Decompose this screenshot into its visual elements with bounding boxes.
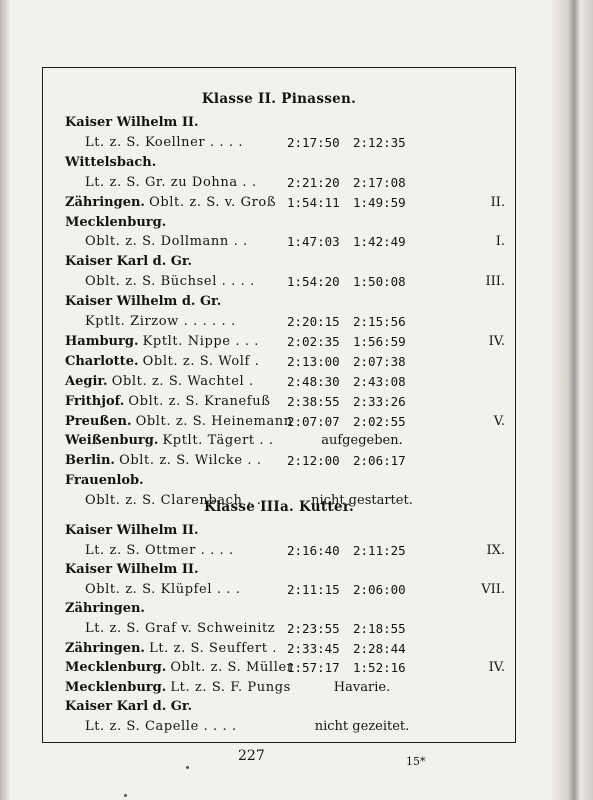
section-heading-klasse-iiia: Klasse IIIa. Kutter. [203, 499, 355, 515]
result-row [65, 274, 505, 292]
ship-name: Charlotte. [65, 353, 139, 369]
entry-text [65, 680, 291, 695]
corrected-time: 2:28:44 [353, 640, 406, 656]
ship-name: Hamburg. [65, 333, 139, 349]
elapsed-time: 2:11:15 [287, 581, 340, 597]
entry-text [85, 314, 236, 329]
corrected-time: 1:56:59 [353, 333, 406, 349]
elapsed-time: 2:12:00 [287, 453, 340, 469]
entry-text [65, 334, 259, 349]
placing: III. [485, 274, 505, 290]
entry-text [65, 453, 262, 468]
entry-text [65, 254, 192, 269]
result-row [65, 543, 505, 561]
corrected-time: 2:12:35 [353, 134, 406, 150]
book-gutter-left [0, 0, 10, 800]
ship-name: Kaiser Karl d. Gr. [65, 699, 193, 715]
ship-name: Frithjof. [65, 393, 125, 409]
corrected-time: 2:18:55 [353, 621, 406, 636]
result-row [65, 562, 505, 580]
entry-text [85, 719, 237, 734]
elapsed-time: 1:54:11 [287, 194, 340, 210]
helmsman-name: Lt. z. S. Capelle . . . . [85, 719, 237, 734]
helmsman-name: Oblt. z. S. Büchsel . . . . [85, 274, 255, 290]
helmsman-name: Kptlt. Zirzow . . . . . . [85, 314, 236, 329]
placing: VII. [481, 581, 505, 597]
placing: V. [493, 413, 505, 429]
helmsman-name: Lt. z. S. Gr. zu Dohna . . [85, 174, 257, 190]
entry-text [65, 155, 156, 170]
result-row [65, 433, 505, 451]
result-row [65, 374, 505, 392]
result-note: aufgegeben. [321, 433, 403, 449]
corrected-time: 2:02:55 [353, 413, 406, 429]
ship-name: Kaiser Wilhelm II. [65, 523, 199, 538]
helmsman-name: Oblt. z. S. Müller [170, 660, 294, 676]
result-row [65, 680, 505, 698]
helmsman-name: Oblt. z. S. Dollmann . . [85, 234, 248, 250]
entry-text [85, 621, 275, 636]
elapsed-time: 2:07:07 [287, 413, 340, 429]
corrected-time: 1:50:08 [353, 274, 406, 290]
corrected-time: 1:52:16 [353, 660, 406, 676]
corrected-time: 2:06:17 [353, 453, 406, 469]
entry-text [65, 641, 277, 656]
helmsman-name: Oblt. z. S. Heinemann [135, 413, 293, 429]
result-row [65, 314, 505, 332]
helmsman-name: Oblt. z. S. Klüpfel . . . [85, 581, 241, 597]
placing: II. [490, 194, 505, 210]
ship-name: Kaiser Wilhelm II. [65, 562, 199, 578]
helmsman-name: Lt. z. S. Graf v. Schweinitz [85, 621, 276, 636]
helmsman-name: Kptlt. Nippe . . . [142, 333, 259, 349]
book-edge-right [551, 0, 593, 800]
ship-name: Kaiser Wilhelm II. [65, 115, 199, 130]
corrected-time: 2:17:08 [353, 174, 406, 190]
entry-text [65, 523, 199, 538]
helmsman-name: Oblt. z. S. Wilcke . . [119, 453, 262, 469]
speck [124, 794, 127, 797]
result-row [65, 601, 505, 619]
result-row [65, 215, 505, 233]
helmsman-name: Lt. z. S. F. Pungs [170, 679, 291, 695]
ship-name: Wittelsbach. [65, 154, 157, 170]
result-row [65, 294, 505, 312]
result-row [65, 115, 505, 133]
result-row [65, 660, 505, 678]
result-row [65, 641, 505, 659]
helmsman-name: Oblt. z. S. Clarenbach . . [85, 493, 262, 509]
placing: I. [495, 234, 505, 250]
ship-name: Zähringen. [65, 640, 145, 656]
result-row [65, 234, 505, 252]
section-heading-klasse-ii: Klasse II. Pinassen. [201, 91, 357, 107]
result-row [65, 334, 505, 352]
elapsed-time: 2:33:45 [287, 640, 340, 656]
result-note: nicht gestartet. [311, 493, 413, 509]
result-row [65, 195, 505, 213]
result-row [65, 135, 505, 153]
result-row [65, 414, 505, 432]
elapsed-time: 1:54:20 [287, 274, 340, 290]
entry-text [85, 274, 255, 289]
entry-text [65, 699, 192, 714]
elapsed-time: 1:57:17 [287, 660, 340, 676]
ship-name: Zähringen. [65, 601, 145, 617]
elapsed-time: 2:48:30 [287, 373, 340, 389]
ship-name: Aegir. [65, 373, 108, 389]
corrected-time: 2:33:26 [353, 393, 406, 409]
result-row [65, 453, 505, 471]
ship-name: Berlin. [65, 453, 115, 469]
elapsed-time: 1:47:03 [287, 234, 340, 250]
corrected-time: 2:06:00 [353, 581, 406, 597]
ship-name: Zähringen. [65, 194, 145, 210]
ship-name: Mecklenburg. [65, 679, 167, 695]
helmsman-name: Oblt. z. S. Kranefuß [128, 393, 271, 409]
elapsed-time: 2:13:00 [287, 353, 340, 369]
entry-text [85, 582, 240, 597]
entry-text [65, 414, 293, 429]
elapsed-time: 2:23:55 [287, 621, 340, 636]
entry-text [65, 601, 145, 616]
ship-name: Frauenlob. [65, 473, 144, 489]
entry-text [65, 294, 221, 309]
result-note: Havarie. [333, 679, 391, 695]
placing: IV. [488, 333, 505, 349]
elapsed-time: 2:21:20 [287, 174, 340, 190]
corrected-time: 2:15:56 [353, 314, 406, 329]
elapsed-time: 2:02:35 [287, 333, 340, 349]
helmsman-name: Lt. z. S. Ottmer . . . . [85, 542, 234, 558]
result-row [65, 175, 505, 193]
entry-text [65, 473, 144, 488]
helmsman-name: Oblt. z. S. Wolf . [142, 353, 260, 369]
entry-text [65, 115, 199, 130]
result-row [65, 699, 505, 717]
corrected-time: 2:43:08 [353, 373, 406, 389]
corrected-time: 2:07:38 [353, 353, 406, 369]
result-row [65, 621, 505, 639]
entry-text [65, 195, 276, 210]
ship-name: Mecklenburg. [65, 660, 167, 676]
entry-text [85, 234, 248, 249]
entry-text [85, 543, 234, 558]
helmsman-name: Kptlt. Tägert . . [162, 433, 274, 449]
result-row [65, 719, 505, 737]
corrected-time: 1:49:59 [353, 194, 406, 210]
elapsed-time: 2:38:55 [287, 393, 340, 409]
page-number: 227 [238, 748, 265, 764]
helmsman-name: Lt. z. S. Koellner . . . . [85, 134, 244, 150]
elapsed-time: 2:17:50 [287, 134, 340, 150]
entry-text [65, 562, 199, 577]
result-row [65, 394, 505, 412]
entry-text [85, 175, 257, 190]
result-row [65, 473, 505, 491]
elapsed-time: 2:16:40 [287, 542, 340, 558]
entry-text [65, 394, 270, 409]
speck [186, 766, 189, 769]
corrected-time: 1:42:49 [353, 234, 406, 250]
corrected-time: 2:11:25 [353, 542, 406, 558]
entry-text [65, 433, 274, 448]
signature-mark: 15* [406, 755, 426, 768]
helmsman-name: Lt. z. S. Seuffert . [149, 640, 278, 656]
result-row [65, 523, 505, 541]
ship-name: Kaiser Karl d. Gr. [65, 254, 193, 270]
ship-name: Mecklenburg. [65, 214, 167, 230]
entry-text [65, 374, 254, 389]
result-row [65, 354, 505, 372]
table-frame [42, 67, 516, 743]
helmsman-name: Oblt. z. S. Wachtel . [111, 373, 254, 389]
entry-text [85, 135, 243, 150]
placing: IX. [486, 542, 505, 558]
result-row [65, 155, 505, 173]
elapsed-time: 2:20:15 [287, 314, 340, 329]
placing: IV. [488, 660, 505, 676]
entry-text [65, 354, 259, 369]
helmsman-name: Oblt. z. S. v. Groß [149, 194, 277, 210]
ship-name: Kaiser Wilhelm d. Gr. [65, 294, 222, 310]
entry-text [65, 215, 166, 230]
entry-text [65, 660, 294, 675]
result-note: nicht gezeitet. [314, 719, 410, 734]
ship-name: Weißenburg. [65, 433, 159, 449]
ship-name: Preußen. [65, 413, 132, 429]
result-row [65, 582, 505, 600]
result-row [65, 254, 505, 272]
